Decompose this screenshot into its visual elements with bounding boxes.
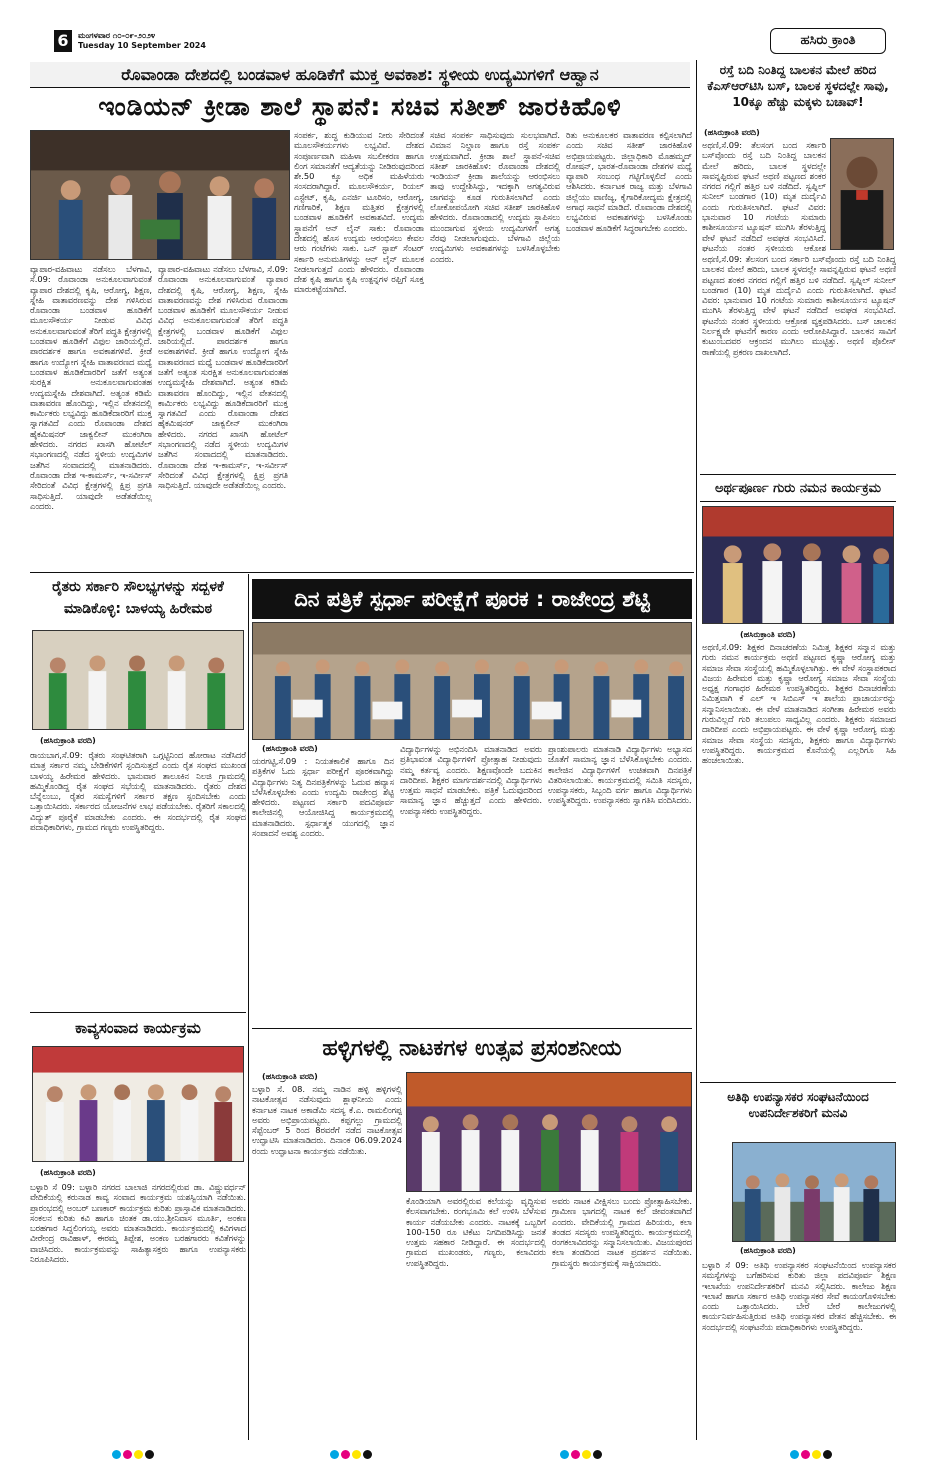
lead-column-4: ರಿತು ಅನುಕೂಲಕರ ವಾತಾವರಣ ಕಲ್ಪಿಸಲಾಗಿದೆ ಎಂದು ಸಚಿವ ಸತೀಶ್ ಜಾರಕಿಹೊಳಿ ಅಭಿಪ್ರಾಯಪಟ್ಟರು. ಜಿಲ್ಲಾಧಿಕಾರಿ ಮೊಹಮ್ಮದ್ ರೋಷನ್, ಭಾರತ-ರೊವಾಂಡಾ ದೇಶಗಳ ಮಧ್ಯೆ ವ್ಯಾಪಾರಿ ಸಂಬಂಧ ಗಟ್ಟಿಗೊಳ್ಳಲಿದೆ ಎಂದು ಆಶಿಸಿದರು. ಕರ್ನಾಟಕ ರಾಜ್ಯ ಮತ್ತು ಬೆಳಗಾವಿ ಜಿಲ್ಲೆಯು ವಾಣಿಜ್ಯ, ಕೈಗಾರಿಕೋದ್ಯಮ ಕ್ಷೇತ್ರದಲ್ಲಿ ಅಗಾಧ ಸಾಧನೆ ಮಾಡಿದೆ. ರೊವಾಂಡಾ ದೇಶದಲ್ಲಿ ಲಭ್ಯವಿರುವ ಅವಕಾಶಗಳನ್ನು ಬಳಸಿಕೊಂಡು ಬಂಡವಾಳ ಹೂಡಿಕೆಗೆ ಸಿದ್ಧರಾಗಬೇಕು ಎಂದರು. [566,130,692,233]
newspaper-brand: ಹಸಿರು ಕ್ರಾಂತಿ [770,28,886,54]
accident-headline: ರಸ್ತೆ ಬದಿ ನಿಂತಿದ್ದ ಬಾಲಕನ ಮೇಲೆ ಹರಿದ ಕೆಎಸ್ಆರ್‌ಟಿಸಿ ಬಸ್, ಬಾಲಕ ಸ್ಥಳದಲ್ಲೇ ಸಾವು, 10ಕ್ಕೂ ಹೆಚ್ಚು ಮಕ್ಕಳು ಬಚಾವ್! [707,63,889,109]
exam-banner: ದಿನ ಪತ್ರಿಕೆ ಸ್ಪರ್ಧಾ ಪರೀಕ್ಷೆಗೆ ಪೂರಕ : ರಾಜೇಂದ್ರ ಶೆಟ್ಟಿ [252,579,692,619]
poetry-body: ಬಳ್ಳಾರಿ ಸೆ 09: ಬಳ್ಳಾರಿ ನಗರದ ಬಾಲಾಜಿ ನಗರದಲ್ಲಿರುವ ಡಾ. ವಿಷ್ಣುವರ್ಧನ್ ವೇದಿಕೆಯಲ್ಲಿ ಕರುನಾಡ ಕಾವ್ಯ ಸಂವಾದ ಕಾರ್ಯಕ್ರಮ ಯಶಸ್ವಿಯಾಗಿ ನಡೆಯಿತು. ಪ್ರಾರಂಭದಲ್ಲಿ ಅಂಬರ್ ಬಣಕಾರ್ ಕಾರ್ಯಕ್ರಮ ಕುರಿತು ಪ್ರಾಸ್ತಾವಿಕ ಮಾತನಾಡಿದರು. ಸಂಕಲನ ಕುರಿತು ಕವಿ ಹಾಗೂ ಚಿಂತಕ ಡಾ.ಯು.ಶ್ರೀನಿವಾಸ ಮೂರ್ತಿ, ಅಂಕಣ ಬರಹಗಾರ ಸಿದ್ದಲಿಂಗಯ್ಯ ಅವರು ಮಾತನಾಡಿದರು. ಕಾರ್ಯಕ್ರಮದಲ್ಲಿ ಕವಿಗಳಾದ ವೀರೇಂದ್ರ ರಾವಿಹಾಳ್, ಈರಮ್ಮ ತಿಪ್ಪೇಶ, ಅಂಕಣ ಬರಹಗಾರರು ಕವಿತೆಗಳನ್ನು ವಾಚಿಸಿದರು. ಕಾರ್ಯಕ್ರಮವನ್ನು ಸಾಹಿತ್ಯಾಸಕ್ತರು ಹಾಗೂ ಉಪನ್ಯಾಸಕರು ನಿರೂಪಿಸಿದರು. [30,1182,246,1265]
exam-column-2: ವಿದ್ಯಾರ್ಥಿಗಳನ್ನು ಅಭಿನಂದಿಸಿ ಮಾತನಾಡಿದ ಅವರು ಪ್ರತಿಭಾವಂತ ವಿದ್ಯಾರ್ಥಿಗಳಿಗೆ ಪ್ರೋತ್ಸಾಹ ನೀಡುವುದು ನಮ್ಮ ಕರ್ತವ್ಯ ಎಂದರು. ಶಿಕ್ಷಣವೊಂದೇ ಬದುಕಿನ ದಾರಿದೀಪ. ಶಿಕ್ಷಕರ ಮಾರ್ಗದರ್ಶನದಲ್ಲಿ ವಿದ್ಯಾರ್ಥಿಗಳು ಉತ್ತಮ ಸಾಧನೆ ಮಾಡಬೇಕು. ಪತ್ರಿಕೆ ಓದುವುದರಿಂದ ಸಾಮಾನ್ಯ ಜ್ಞಾನ ಹೆಚ್ಚುತ್ತದೆ ಎಂದು ಹೇಳಿದರು. ಉಪನ್ಯಾಸಕರು ಉಪಸ್ಥಿತರಿದ್ದರು. [400,744,542,816]
section-rule [30,572,694,573]
lead-kicker: ರೊವಾಂಡಾ ದೇಶದಲ್ಲಿ ಬಂಡವಾಳ ಹೂಡಿಕೆಗೆ ಮುಕ್ತ ಅವಕಾಶ: ಸ್ಥಳೀಯ ಉದ್ಯಮಿಗಳಿಗೆ ಆಹ್ವಾನ [30,62,690,88]
guru-body: ಅಥಣಿ,ಸೆ.09: ಶಿಕ್ಷಕರ ದಿನಾಚರಣೆಯ ನಿಮಿತ್ತ ಶಿಕ್ಷಕರ ಸನ್ಮಾನ ಮತ್ತು ಗುರು ನಮನ ಕಾರ್ಯಕ್ರಮ ಅಥಣಿ ಪಟ್ಟಣದ ಕೃಷ್ಣಾ ಆರೋಗ್ಯ ಮತ್ತು ಸಮಾಜ ಸೇವಾ ಸಂಸ್ಥೆಯಲ್ಲಿ ಹಮ್ಮಿಕೊಳ್ಳಲಾಗಿತ್ತು. ಈ ವೇಳೆ ಸಂಸ್ಥಾಪಕರಾದ ವಿಜಯ ಹಿರೇಮಠ ಮತ್ತು ಕೃಷ್ಣಾ ಆರೋಗ್ಯ ಸಮಾಜ ಸೇವಾ ಸಂಸ್ಥೆಯ ಅಧ್ಯಕ್ಷ ಗಂಗಾಧರ ಹಿರೇಮಠ ಉಪಸ್ಥಿತರಿದ್ದರು. ಶಿಕ್ಷಕರ ದಿನಾಚರಣೆಯ ನಿಮಿತ್ತವಾಗಿ ಕೆ ಎಲ್ ಇ ಸಿಬಿಎಸ್ ಇ ಶಾಲೆಯ ಪ್ರಾಚಾರ್ಯರನ್ನು ಸನ್ಮಾನಿಸಲಾಯಿತು. ಈ ವೇಳೆ ಮಾತನಾಡಿದ ಸಂಗೀತಾ ಹಿರೇಮಠ ಅವರು ಗುರುವಿಲ್ಲದೆ ಗುರಿ ತಲುಪಲು ಸಾಧ್ಯವಿಲ್ಲ ಎಂದರು. ಶಿಕ್ಷಕರು ಸಮಾಜದ ದಾರಿದೀಪ ಎಂದು ಅಭಿಪ್ರಾಯಪಟ್ಟರು. ಈ ವೇಳೆ ಕೃಷ್ಣಾ ಆರೋಗ್ಯ ಮತ್ತು ಸಮಾಜ ಸೇವಾ ಸಂಸ್ಥೆಯ ಸದಸ್ಯರು, ಶಿಕ್ಷಕರು ಹಾಗೂ ವಿದ್ಯಾರ್ಥಿಗಳು ಉಪಸ್ಥಿತರಿದ್ದರು. ಕಾರ್ಯಕ್ರಮದ ಕೊನೆಯಲ್ಲಿ ಎಲ್ಲರಿಗೂ ಸಿಹಿ ಹಂಚಲಾಯಿತು. [702,642,896,766]
accident-body: ಅಥಣಿ,ಸೆ.09: ತೆಲಸಂಗ ಬಂದ ಸರ್ಕಾರಿ ಬಸ್‌ವೊಂದು ರಸ್ತೆ ಬದಿ ನಿಂತಿದ್ದ ಬಾಲಕನ ಮೇಲೆ ಹರಿದು, ಬಾಲಕ ಸ್ಥಳದಲ್ಲೇ ಸಾವನ್ನಪ್ಪಿರುವ ಘಟನೆ ಅಥಣಿ ಪಟ್ಟಣದ ಶಂಕರ ನಗರದ ಗಲ್ಲಿಗೆ ಹತ್ತಿರ ಬಳಿ ನಡೆದಿದೆ. ಸ್ವಪ್ನಿಲ್ ಸುನೀಲ್ ಬಂಡಗಾರ (10) ಮೃತ ದುರ್ದೈವಿ ಎಂದು ಗುರುತಿಸಲಾಗಿದೆ. ಘಟನೆ ವಿವರ: ಭಾನುವಾರ 10 ಗಂಟೆಯ ಸುಮಾರು ಕಾಶೀಸೂರ್ಯನ ಟ್ಯೂಷನ್ ಮುಗಿಸಿ ತೆರಳುತ್ತಿದ್ದ ವೇಳೆ ಘಟನೆ ನಡೆದಿದೆ ಅವಘಡ ಸಂಭವಿಸಿದೆ. ಘಟನೆಯ ನಂತರ ಸ್ಥಳೀಯರು ಆಕ್ರೋಶ ವ್ಯಕ್ತಪಡಿಸಿದರು. ಬಸ್ ಚಾಲಕನ ನಿರ್ಲಕ್ಷ್ಯವೇ ಘಟನೆಗೆ ಕಾರಣ ಎಂದು ಆರೋಪಿಸಿದ್ದಾರೆ. ಬಾಲಕನ ಸಾವಿಗೆ ಕುಟುಂಬದವರ ಆಕ್ರಂದನ ಮುಗಿಲು ಮುಟ್ಟಿತ್ತು. ಅಥಣಿ ಪೊಲೀಸ್ ಠಾಣೆಯಲ್ಲಿ ಪ್ರಕರಣ ದಾಖಲಾಗಿದೆ. [702,254,896,357]
registration-dot [571,1450,580,1459]
registration-marks-3 [560,1444,604,1454]
registration-dot [363,1450,372,1459]
exam-dateline: (ಹಸಿರುಕ್ರಾಂತಿ ವರದಿ) [262,744,318,753]
exam-photo [252,622,692,740]
drama-column-1: ಬಳ್ಳಾರಿ ಸೆ. 08. ನಮ್ಮ ನಾಡಿನ ಹಳ್ಳಿ ಹಳ್ಳಿಗಳಲ್ಲಿ ನಾಟಕೋತ್ಸವ ನಡೆಸುವುದು ಶ್ಲಾಘನೀಯ ಎಂದು ಕರ್ನಾಟಕ ನಾಟಕ ಅಕಾಡೆಮಿ ಸದಸ್ಯ ಕೆ.ಎ. ರಾಮಲಿಂಗಪ್ಪ ಅವರು ಅಭಿಪ್ರಾಯಪಟ್ಟರು. ಕಪ್ಪಗಲ್ಲು ಗ್ರಾಮದಲ್ಲಿ ಸೆಪ್ಟೆಂಬರ್ 5 ರಿಂದ 8ರವರೆಗೆ ನಡೆದ ನಾಟಕೋತ್ಸವ ಉದ್ಘಾಟಿಸಿ ಮಾತನಾಡಿದರು. ದಿನಾಂಕ 06.09.2024 ರಂದು ಉದ್ಘಾಟನಾ ಕಾರ್ಯಕ್ರಮ ನಡೆಯಿತು. [252,1084,402,1156]
accident-dateline: (ಹಸಿರುಕ್ರಾಂತಿ ವರದಿ) [704,128,760,137]
registration-dot [341,1450,350,1459]
farmers-dateline: (ಹಸಿರುಕ್ರಾಂತಿ ವರದಿ) [40,736,96,745]
drama-photo [406,1072,692,1192]
registration-marks-4 [790,1444,834,1454]
page-number: 6 [54,30,72,52]
registration-dot [112,1450,121,1459]
guru-headline: ಅರ್ಥಪೂರ್ಣ ಗುರು ನಮನ ಕಾರ್ಯಕ್ರಮ [700,474,896,502]
registration-dot [145,1450,154,1459]
lead-column-1: ವ್ಯಾಪಾರ-ವಹಿವಾಟು ನಡೆಸಲು ಬೆಳಗಾವಿ, ಸೆ.09: ರೊವಾಂಡಾ ಅನುಕೂಲವಾಗುವಂತೆ ವ್ಯಾಪಾರ ದೇಶದಲ್ಲಿ ಕೃಷಿ, ಆರೋಗ್ಯ, ಶಿಕ್ಷಣ, ಸ್ನೇಹಿ ವಾತಾವರಣವನ್ನು ದೇಶ ಗಳಿಸಿರುವ ರೊವಾಂಡಾ ಬಂಡವಾಳ ಹೂಡಿಕೆಗೆ ಮೂಲಸೌಕರ್ಯ ನೀಡುವ ವಿವಿಧ ಅನುಕೂಲವಾಗುವಂತೆ ತೆರಿಗೆ ಪದ್ಧತಿ ಕ್ಷೇತ್ರಗಳಲ್ಲಿ ಬಂಡವಾಳ ಹೂಡಿಕೆಗೆ ವಿಫುಲ ಜಾರಿಯಲ್ಲಿದೆ. ಪಾರದರ್ಶಕ ಹಾಗೂ ಅವಕಾಶಗಳಿವೆ. ಕ್ರೀಡೆ ಹಾಗೂ ಉದ್ಯೋಗ ಸ್ನೇಹಿ ವಾತಾವರಣದ ಮಧ್ಯೆ ಬಂಡವಾಳ ಹೂಡಿಕೆದಾರರಿಗೆ ಜತೆಗೆ ಅತ್ಯಂತ ಸುರಕ್ಷಿತ ಅನುಕೂಲವಾಗುವಂತಹ ಉದ್ಯಮಸ್ನೇಹಿ ದೇಶವಾಗಿದೆ. ಅತ್ಯಂತ ಕಡಿಮೆ ವಾತಾವರಣ ಹೊಂದಿದ್ದು, ಇಲ್ಲಿನ ವೇತನದಲ್ಲಿ ಕಾರ್ಮಿಕರು ಲಭ್ಯವಿದ್ದು ಹೂಡಿಕೆದಾರರಿಗೆ ಮುಕ್ತ ಸ್ವಾಗತವಿದೆ ಎಂದು ರೊವಾಂಡಾ ದೇಶದ ಹೈಕಮಿಷನರ್ ಜಾಕ್ವಲೀನ್ ಮುಕಂಗಿರಾ ಹೇಳಿದರು. ನಗರದ ಖಾಸಗಿ ಹೋಟೆಲ್ ಸಭಾಂಗಣದಲ್ಲಿ ನಡೆದ ಸ್ಥಳೀಯ ಉದ್ಯಮಿಗಳ ಜತೆಗಿನ ಸಂವಾದದಲ್ಲಿ ಮಾತನಾಡಿದರು. ರೊವಾಂಡಾ ದೇಶ ಇ-ಕಾಮರ್ಸ್, ಇ-ಸರ್ವೀಸ್ ಸೇರಿದಂತೆ ವಿವಿಧ ಕ್ಷೇತ್ರಗಳಲ್ಲಿ ಕ್ಷಿಪ್ರ ಪ್ರಗತಿ ಸಾಧಿಸುತ್ತಿದೆ. ಯಾವುದೇ ಅಡೆತಡೆಯಿಲ್ಲ ಎಂದರು. [30,264,152,511]
poetry-headline: ಕಾವ್ಯಸಂವಾದ ಕಾರ್ಯಕ್ರಮ [30,1012,246,1042]
drama-column-3: ಅವರು ನಾಟಕ ವೀಕ್ಷಿಸಲು ಬಂದು ಪ್ರೋತ್ಸಾಹಿಸಬೇಕು. ಗ್ರಾಮೀಣ ಭಾಗದಲ್ಲಿ ನಾಟಕ ಕಲೆ ಜೀವಂತವಾಗಿದೆ ಎಂದರು. ವೇದಿಕೆಯಲ್ಲಿ ಗ್ರಾಮದ ಹಿರಿಯರು, ಕಲಾ ತಂಡದ ಸದಸ್ಯರು ಉಪಸ್ಥಿತರಿದ್ದರು. ಕಾರ್ಯಕ್ರಮದಲ್ಲಿ ರಂಗಕಲಾವಿದರನ್ನು ಸನ್ಮಾನಿಸಲಾಯಿತು. ವಿಜಯಪುರದ ಕಲಾ ತಂಡದಿಂದ ನಾಟಕ ಪ್ರದರ್ಶನ ನಡೆಯಿತು. ಗ್ರಾಮಸ್ಥರು ಕಾರ್ಯಕ್ರಮಕ್ಕೆ ಸಾಕ್ಷಿಯಾದರು. [552,1196,692,1268]
registration-dot [823,1450,832,1459]
date-kannada: ಮಂಗಳವಾರ ೧೦-೦೯-೨೦೨೪ [78,31,156,40]
poetry-photo [32,1046,244,1162]
registration-marks-1 [112,1444,156,1454]
registration-dot [560,1450,569,1459]
registration-dot [134,1450,143,1459]
registration-dot [593,1450,602,1459]
drama-column-2: ಕೊಂಡಿಯಾಗಿ ಅವರಲ್ಲಿರುವ ಕಲೆಯನ್ನು ವೃದ್ಧಿಸುವ ಕೆಲಸವಾಗಬೇಕು. ರಂಗಭೂಮಿ ಕಲೆ ಉಳಿಸಿ ಬೆಳೆಸುವ ಕಾರ್ಯ ನಡೆಯಬೇಕು ಎಂದರು. ನಾಟಕಕ್ಕೆ ಒಬ್ಬರಿಗೆ 100-150 ರೂ ಟಿಕೆಟು ನಿಗದಿಪಡಿಸಿದ್ದು ಜನತೆ ಉತ್ತಮ ಸಹಕಾರ ನೀಡಿದ್ದಾರೆ. ಈ ಸಂದರ್ಭದಲ್ಲಿ ಗ್ರಾಮದ ಮುಖಂಡರು, ಗಣ್ಯರು, ಕಲಾವಿದರು ಉಪಸ್ಥಿತರಿದ್ದರು. [406,1196,546,1268]
column-rule [696,60,697,1440]
registration-dot [352,1450,361,1459]
guest-headline: ಅತಿಥಿ ಉಪನ್ಯಾಸಕರ ಸಂಘಟನೆಯಿಂದ ಉಪನಿರ್ದೇಶಕರಿಗೆ ಮನವಿ [700,1082,896,1130]
column-rule-left [248,574,249,1440]
guest-body: ಬಳ್ಳಾರಿ ಸೆ 09: ಅತಿಥಿ ಉಪನ್ಯಾಸಕರ ಸಂಘಟನೆಯಿಂದ ಉಪನ್ಯಾಸಕರ ಸಮಸ್ಯೆಗಳನ್ನು ಬಗೆಹರಿಸುವ ಕುರಿತು ಜಿಲ್ಲಾ ಪದವಿಪೂರ್ವ ಶಿಕ್ಷಣ ಇಲಾಖೆಯ ಉಪನಿರ್ದೇಶಕರಿಗೆ ಮನವಿ ಸಲ್ಲಿಸಿದರು. ಕಾಲೇಜು ಶಿಕ್ಷಣ ಇಲಾಖೆ ಹಾಗೂ ಸರ್ಕಾರ ಅತಿಥಿ ಉಪನ್ಯಾಸಕರ ಸೇವೆ ಕಾಯಂಗೊಳಿಸಬೇಕು ಎಂದು ಒತ್ತಾಯಿಸಿದರು. ಬೇರೆ ಬೇರೆ ಕಾಲೇಜುಗಳಲ್ಲಿ ಕಾರ್ಯನಿರ್ವಹಿಸುತ್ತಿರುವ ಅತಿಥಿ ಉಪನ್ಯಾಸಕರ ವೇತನ ಹೆಚ್ಚಿಸಬೇಕು. ಈ ಸಂದರ್ಭದಲ್ಲಿ ಸಂಘಟನೆಯ ಪದಾಧಿಕಾರಿಗಳು ಉಪಸ್ಥಿತರಿದ್ದರು. [702,1260,896,1332]
registration-dot [812,1450,821,1459]
registration-marks-2 [330,1444,374,1454]
farmers-headline: ರೈತರು ಸರ್ಕಾರಿ ಸೌಲಭ್ಯಗಳನ್ನು ಸದ್ಬಳಕೆ ಮಾಡಿಕೊಳ್ಳಿ: ಬಾಳಯ್ಯ ಹಿರೇಮಠ [52,579,224,617]
lead-headline: ಇಂಡಿಯನ್ ಕ್ರೀಡಾ ಶಾಲೆ ಸ್ಥಾಪನೆ: ಸಚಿವ ಸತೀಶ್ ಜಾರಕಿಹೊಳಿ [98,92,622,121]
guest-dateline: (ಹಸಿರುಕ್ರಾಂತಿ ವರದಿ) [740,1246,796,1255]
guru-dateline: (ಹಸಿರುಕ್ರಾಂತಿ ವರದಿ) [740,630,796,639]
farmers-body: ರಾಯಬಾಗ,ಸೆ.09: ರೈತರು ಸಂಘಟಿತರಾಗಿ ಒಗ್ಗಟ್ಟಿನಿಂದ ಹೋರಾಟ ನಡೆಸಿದರೆ ಮಾತ್ರ ಸರ್ಕಾರ ನಮ್ಮ ಬೇಡಿಕೆಗಳಿಗೆ ಸ್ಪಂದಿಸುತ್ತದೆ ಎಂದು ರೈತ ಸಂಘದ ಮುಖಂಡ ಬಾಳಯ್ಯ ಹಿರೇಮಠ ಹೇಳಿದರು. ಭಾನುವಾರ ತಾಲೂಕಿನ ನಿಲಜಿ ಗ್ರಾಮದಲ್ಲಿ ಹಮ್ಮಿಕೊಂಡಿದ್ದ ರೈತ ಸಂಘದ ಸಭೆಯಲ್ಲಿ ಮಾತನಾಡಿದರು. ರೈತರು ದೇಶದ ಬೆನ್ನೆಲುಬು, ರೈತರ ಸಮಸ್ಯೆಗಳಿಗೆ ಸರ್ಕಾರ ತಕ್ಷಣ ಸ್ಪಂದಿಸಬೇಕು ಎಂದು ಒತ್ತಾಯಿಸಿದರು. ಸರ್ಕಾರದ ಯೋಜನೆಗಳ ಲಾಭ ಪಡೆಯಬೇಕು. ರೈತರಿಗೆ ಸಕಾಲದಲ್ಲಿ ವಿದ್ಯುತ್ ಪೂರೈಕೆ ಮಾಡಬೇಕು ಎಂದರು. ಈ ಸಂದರ್ಭದಲ್ಲಿ ರೈತ ಸಂಘದ ಪದಾಧಿಕಾರಿಗಳು, ಗ್ರಾಮದ ಗಣ್ಯರು ಉಪಸ್ಥಿತರಿದ್ದರು. [30,750,246,833]
drama-headline: ಹಳ್ಳಿಗಳಲ್ಲಿ ನಾಟಕಗಳ ಉತ್ಸವ ಪ್ರಸಂಶನೀಯ [252,1028,692,1068]
page-date [78,31,206,51]
lead-photo [30,130,290,260]
guru-photo [702,506,894,624]
page-header [54,30,694,58]
drama-dateline: (ಹಸಿರುಕ್ರಾಂತಿ ವರದಿ) [262,1072,318,1081]
farmers-photo [32,630,244,730]
registration-dot [801,1450,810,1459]
poetry-dateline: (ಹಸಿರುಕ್ರಾಂತಿ ವರದಿ) [40,1168,96,1177]
lead-column-1b: ವ್ಯಾಪಾರ-ವಹಿವಾಟು ನಡೆಸಲು ಬೆಳಗಾವಿ, ಸೆ.09: ರೊವಾಂಡಾ ಅನುಕೂಲವಾಗುವಂತೆ ವ್ಯಾಪಾರ ದೇಶದಲ್ಲಿ ಕೃಷಿ, ಆರೋಗ್ಯ, ಶಿಕ್ಷಣ, ಸ್ನೇಹಿ ವಾತಾವರಣವನ್ನು ದೇಶ ಗಳಿಸಿರುವ ರೊವಾಂಡಾ ಬಂಡವಾಳ ಹೂಡಿಕೆಗೆ ಮೂಲಸೌಕರ್ಯ ನೀಡುವ ವಿವಿಧ ಅನುಕೂಲವಾಗುವಂತೆ ತೆರಿಗೆ ಪದ್ಧತಿ ಕ್ಷೇತ್ರಗಳಲ್ಲಿ ಬಂಡವಾಳ ಹೂಡಿಕೆಗೆ ವಿಫುಲ ಜಾರಿಯಲ್ಲಿದೆ. ಪಾರದರ್ಶಕ ಹಾಗೂ ಅವಕಾಶಗಳಿವೆ. ಕ್ರೀಡೆ ಹಾಗೂ ಉದ್ಯೋಗ ಸ್ನೇಹಿ ವಾತಾವರಣದ ಮಧ್ಯೆ ಬಂಡವಾಳ ಹೂಡಿಕೆದಾರರಿಗೆ ಜತೆಗೆ ಅತ್ಯಂತ ಸುರಕ್ಷಿತ ಅನುಕೂಲವಾಗುವಂತಹ ಉದ್ಯಮಸ್ನೇಹಿ ದೇಶವಾಗಿದೆ. ಅತ್ಯಂತ ಕಡಿಮೆ ವಾತಾವರಣ ಹೊಂದಿದ್ದು, ಇಲ್ಲಿನ ವೇತನದಲ್ಲಿ ಕಾರ್ಮಿಕರು ಲಭ್ಯವಿದ್ದು ಹೂಡಿಕೆದಾರರಿಗೆ ಮುಕ್ತ ಸ್ವಾಗತವಿದೆ ಎಂದು ರೊವಾಂಡಾ ದೇಶದ ಹೈಕಮಿಷನರ್ ಜಾಕ್ವಲೀನ್ ಮುಕಂಗಿರಾ ಹೇಳಿದರು. ನಗರದ ಖಾಸಗಿ ಹೋಟೆಲ್ ಸಭಾಂಗಣದಲ್ಲಿ ನಡೆದ ಸ್ಥಳೀಯ ಉದ್ಯಮಿಗಳ ಜತೆಗಿನ ಸಂವಾದದಲ್ಲಿ ಮಾತನಾಡಿದರು. ರೊವಾಂಡಾ ದೇಶ ಇ-ಕಾಮರ್ಸ್, ಇ-ಸರ್ವೀಸ್ ಸೇರಿದಂತೆ ವಿವಿಧ ಕ್ಷೇತ್ರಗಳಲ್ಲಿ ಕ್ಷಿಪ್ರ ಪ್ರಗತಿ ಸಾಧಿಸುತ್ತಿದೆ. ಯಾವುದೇ ಅಡೆತಡೆಯಿಲ್ಲ ಎಂದರು. [158,264,288,491]
registration-dot [330,1450,339,1459]
lead-column-3: ಸಚಿವ ಸಂಪರ್ಕ ಸಾಧಿಸುವುದು ಸುಲಭವಾಗಿದೆ. ವಿಮಾನ ನಿಲ್ದಾಣ ಹಾಗೂ ರಸ್ತೆ ಸಂಪರ್ಕ ಉತ್ತಮವಾಗಿದೆ. ಕ್ರೀಡಾ ಶಾಲೆ ಸ್ಥಾಪನೆ-ಸಚಿವ ಸತೀಶ್ ಜಾರಕಿಹೊಳಿ: ರೊವಾಂಡಾ ದೇಶದಲ್ಲಿ ಇಂಡಿಯನ್ ಕ್ರೀಡಾ ಶಾಲೆಯನ್ನು ಆರಂಭಿಸಲು ತಾವು ಉದ್ದೇಶಿಸಿದ್ದು, ಇದಕ್ಕಾಗಿ ಅಗತ್ಯವಿರುವ ಜಾಗವನ್ನು ಕೂಡ ಗುರುತಿಸಲಾಗಿದೆ ಎಂದು ಲೋಕೋಪಯೋಗಿ ಸಚಿವ ಸತೀಶ್ ಜಾರಕಿಹೊಳಿ ಹೇಳಿದರು. ರೊವಾಂಡಾದಲ್ಲಿ ಉದ್ಯಮ ಸ್ಥಾಪಿಸಲು ಮುಂದಾಗುವ ಸ್ಥಳೀಯ ಉದ್ಯಮಿಗಳಿಗೆ ಅಗತ್ಯ ನೆರವು ನೀಡಲಾಗುವುದು. ಬೆಳಗಾವಿ ಜಿಲ್ಲೆಯ ಉದ್ಯಮಿಗಳು ಅವಕಾಶಗಳನ್ನು ಬಳಸಿಕೊಳ್ಳಬೇಕು ಎಂದರು. [430,130,560,264]
registration-dot [790,1450,799,1459]
date-english: Tuesday 10 September 2024 [78,41,206,50]
registration-dot [582,1450,591,1459]
accident-body-top: ಅಥಣಿ,ಸೆ.09: ತೆಲಸಂಗ ಬಂದ ಸರ್ಕಾರಿ ಬಸ್‌ವೊಂದು ರಸ್ತೆ ಬದಿ ನಿಂತಿದ್ದ ಬಾಲಕನ ಮೇಲೆ ಹರಿದು, ಬಾಲಕ ಸ್ಥಳದಲ್ಲೇ ಸಾವನ್ನಪ್ಪಿರುವ ಘಟನೆ ಅಥಣಿ ಪಟ್ಟಣದ ಶಂಕರ ನಗರದ ಗಲ್ಲಿಗೆ ಹತ್ತಿರ ಬಳಿ ನಡೆದಿದೆ. ಸ್ವಪ್ನಿಲ್ ಸುನೀಲ್ ಬಂಡಗಾರ (10) ಮೃತ ದುರ್ದೈವಿ ಎಂದು ಗುರುತಿಸಲಾಗಿದೆ. ಘಟನೆ ವಿವರ: ಭಾನುವಾರ 10 ಗಂಟೆಯ ಸುಮಾರು ಕಾಶೀಸೂರ್ಯನ ಟ್ಯೂಷನ್ ಮುಗಿಸಿ ತೆರಳುತ್ತಿದ್ದ ವೇಳೆ ಘಟನೆ ನಡೆದಿದೆ ಅವಘಡ ಸಂಭವಿಸಿದೆ. ಘಟನೆಯ ನಂತರ ಸ್ಥಳೀಯರು ಆಕ್ರೋಶ [702,140,826,252]
boy-photo [830,138,894,250]
exam-column-1: ಯರಗಟ್ಟಿ,ಸೆ.09 : ನಿಯತಕಾಲಿಕೆ ಹಾಗೂ ದಿನ ಪತ್ರಿಕೆಗಳ ಓದು ಸ್ಪರ್ಧಾ ಪರೀಕ್ಷೆಗೆ ಪೂರಕವಾಗಿದ್ದು ವಿದ್ಯಾರ್ಥಿಗಳು ನಿತ್ಯ ದಿನಪತ್ರಿಕೆಗಳನ್ನು ಓದುವ ಹವ್ಯಾಸ ಬೆಳೆಸಿಕೊಳ್ಳಬೇಕು ಎಂದು ಉದ್ಯಮಿ ರಾಜೇಂದ್ರ ಶೆಟ್ಟಿ ಹೇಳಿದರು. ಪಟ್ಟಣದ ಸರ್ಕಾರಿ ಪದವಿಪೂರ್ವ ಕಾಲೇಜಿನಲ್ಲಿ ಆಯೋಜಿಸಿದ್ದ ಕಾರ್ಯಕ್ರಮದಲ್ಲಿ ಮಾತನಾಡಿದರು. ಸ್ಪರ್ಧಾತ್ಮಕ ಯುಗದಲ್ಲಿ ಜ್ಞಾನ ಸಂಪಾದನೆ ಅವಶ್ಯ ಎಂದರು. [252,756,394,839]
registration-dot [123,1450,132,1459]
guest-photo [732,1142,896,1242]
exam-column-3: ಪ್ರಾಂಶುಪಾಲರು ಮಾತನಾಡಿ ವಿದ್ಯಾರ್ಥಿಗಳು ಅಭ್ಯಾಸದ ಜೊತೆಗೆ ಸಾಮಾನ್ಯ ಜ್ಞಾನ ಬೆಳೆಸಿಕೊಳ್ಳಬೇಕು ಎಂದರು. ಕಾಲೇಜಿನ ವಿದ್ಯಾರ್ಥಿಗಳಿಗೆ ಉಚಿತವಾಗಿ ದಿನಪತ್ರಿಕೆ ವಿತರಿಸಲಾಯಿತು. ಕಾರ್ಯಕ್ರಮದಲ್ಲಿ ಸಮಿತಿ ಸದಸ್ಯರು, ಉಪನ್ಯಾಸಕರು, ಸಿಬ್ಬಂದಿ ವರ್ಗ ಹಾಗೂ ವಿದ್ಯಾರ್ಥಿಗಳು ಉಪಸ್ಥಿತರಿದ್ದರು. ಉಪನ್ಯಾಸಕರು ಸ್ವಾಗತಿಸಿ ವಂದಿಸಿದರು. [548,744,692,806]
lead-column-2: ಸಂಪರ್ಕ, ಶುದ್ಧ ಕುಡಿಯುವ ನೀರು ಸೇರಿದಂತೆ ಮೂಲಸೌಕರ್ಯಗಳು ಲಭ್ಯವಿವೆ. ದೇಶದ ಸಂಪೂರ್ಣವಾಗಿ ಮಹಿಳಾ ಸಬಲೀಕರಣ ಹಾಗೂ ಲಿಂಗ ಸಮಾನತೆಗೆ ಆದ್ಯತೆಯನ್ನು ನೀಡಿರುವುದರಿಂದ ಶೇ.50 ಕ್ಕೂ ಅಧಿಕ ಮಹಿಳೆಯರು ಸಂಸದರಾಗಿದ್ದಾರೆ. ಮೂಲಸೌಕರ್ಯ, ರಿಯಲ್ ಎಸ್ಟೇಟ್, ಕೃಷಿ, ಎನರ್ಜಿ ಟೂರಿಸಂ, ಆರೋಗ್ಯ, ಗಣಿಗಾರಿಕೆ, ಶಿಕ್ಷಣ ಮತ್ತಿತರ ಕ್ಷೇತ್ರಗಳಲ್ಲಿ ಬಂಡವಾಳ ಹೂಡಿಕೆಗೆ ಅವಕಾಶವಿದೆ. ಉದ್ಯಮ ಸ್ಥಾಪನೆಗೆ ಆನ್ ಲೈನ್ ಸಾಕು: ರೊವಾಂಡಾ ದೇಶದಲ್ಲಿ ಹೊಸ ಉದ್ಯಮ ಆರಂಭಿಸಲು ಕೇವಲ ಆರು ಗಂಟೆಗಳು ಸಾಕು. ಒನ್ ಸ್ಟಾಪ್ ಸೆಂಟರ್ ಸರ್ಕಾರಿ ಅನುಮತಿಗಳನ್ನು ಆನ್ ಲೈನ್ ಮೂಲಕ ನೀಡಲಾಗುತ್ತದೆ ಎಂದು ಹೇಳಿದರು. ರೊವಾಂಡಾ ದೇಶ ಕೃಷಿ ಹಾಗೂ ಕೃಷಿ ಉತ್ಪನ್ನಗಳ ರಫ್ತಿಗೆ ಸೂಕ್ತ ಮಾರುಕಟ್ಟೆಯಾಗಿದೆ. [294,130,424,295]
